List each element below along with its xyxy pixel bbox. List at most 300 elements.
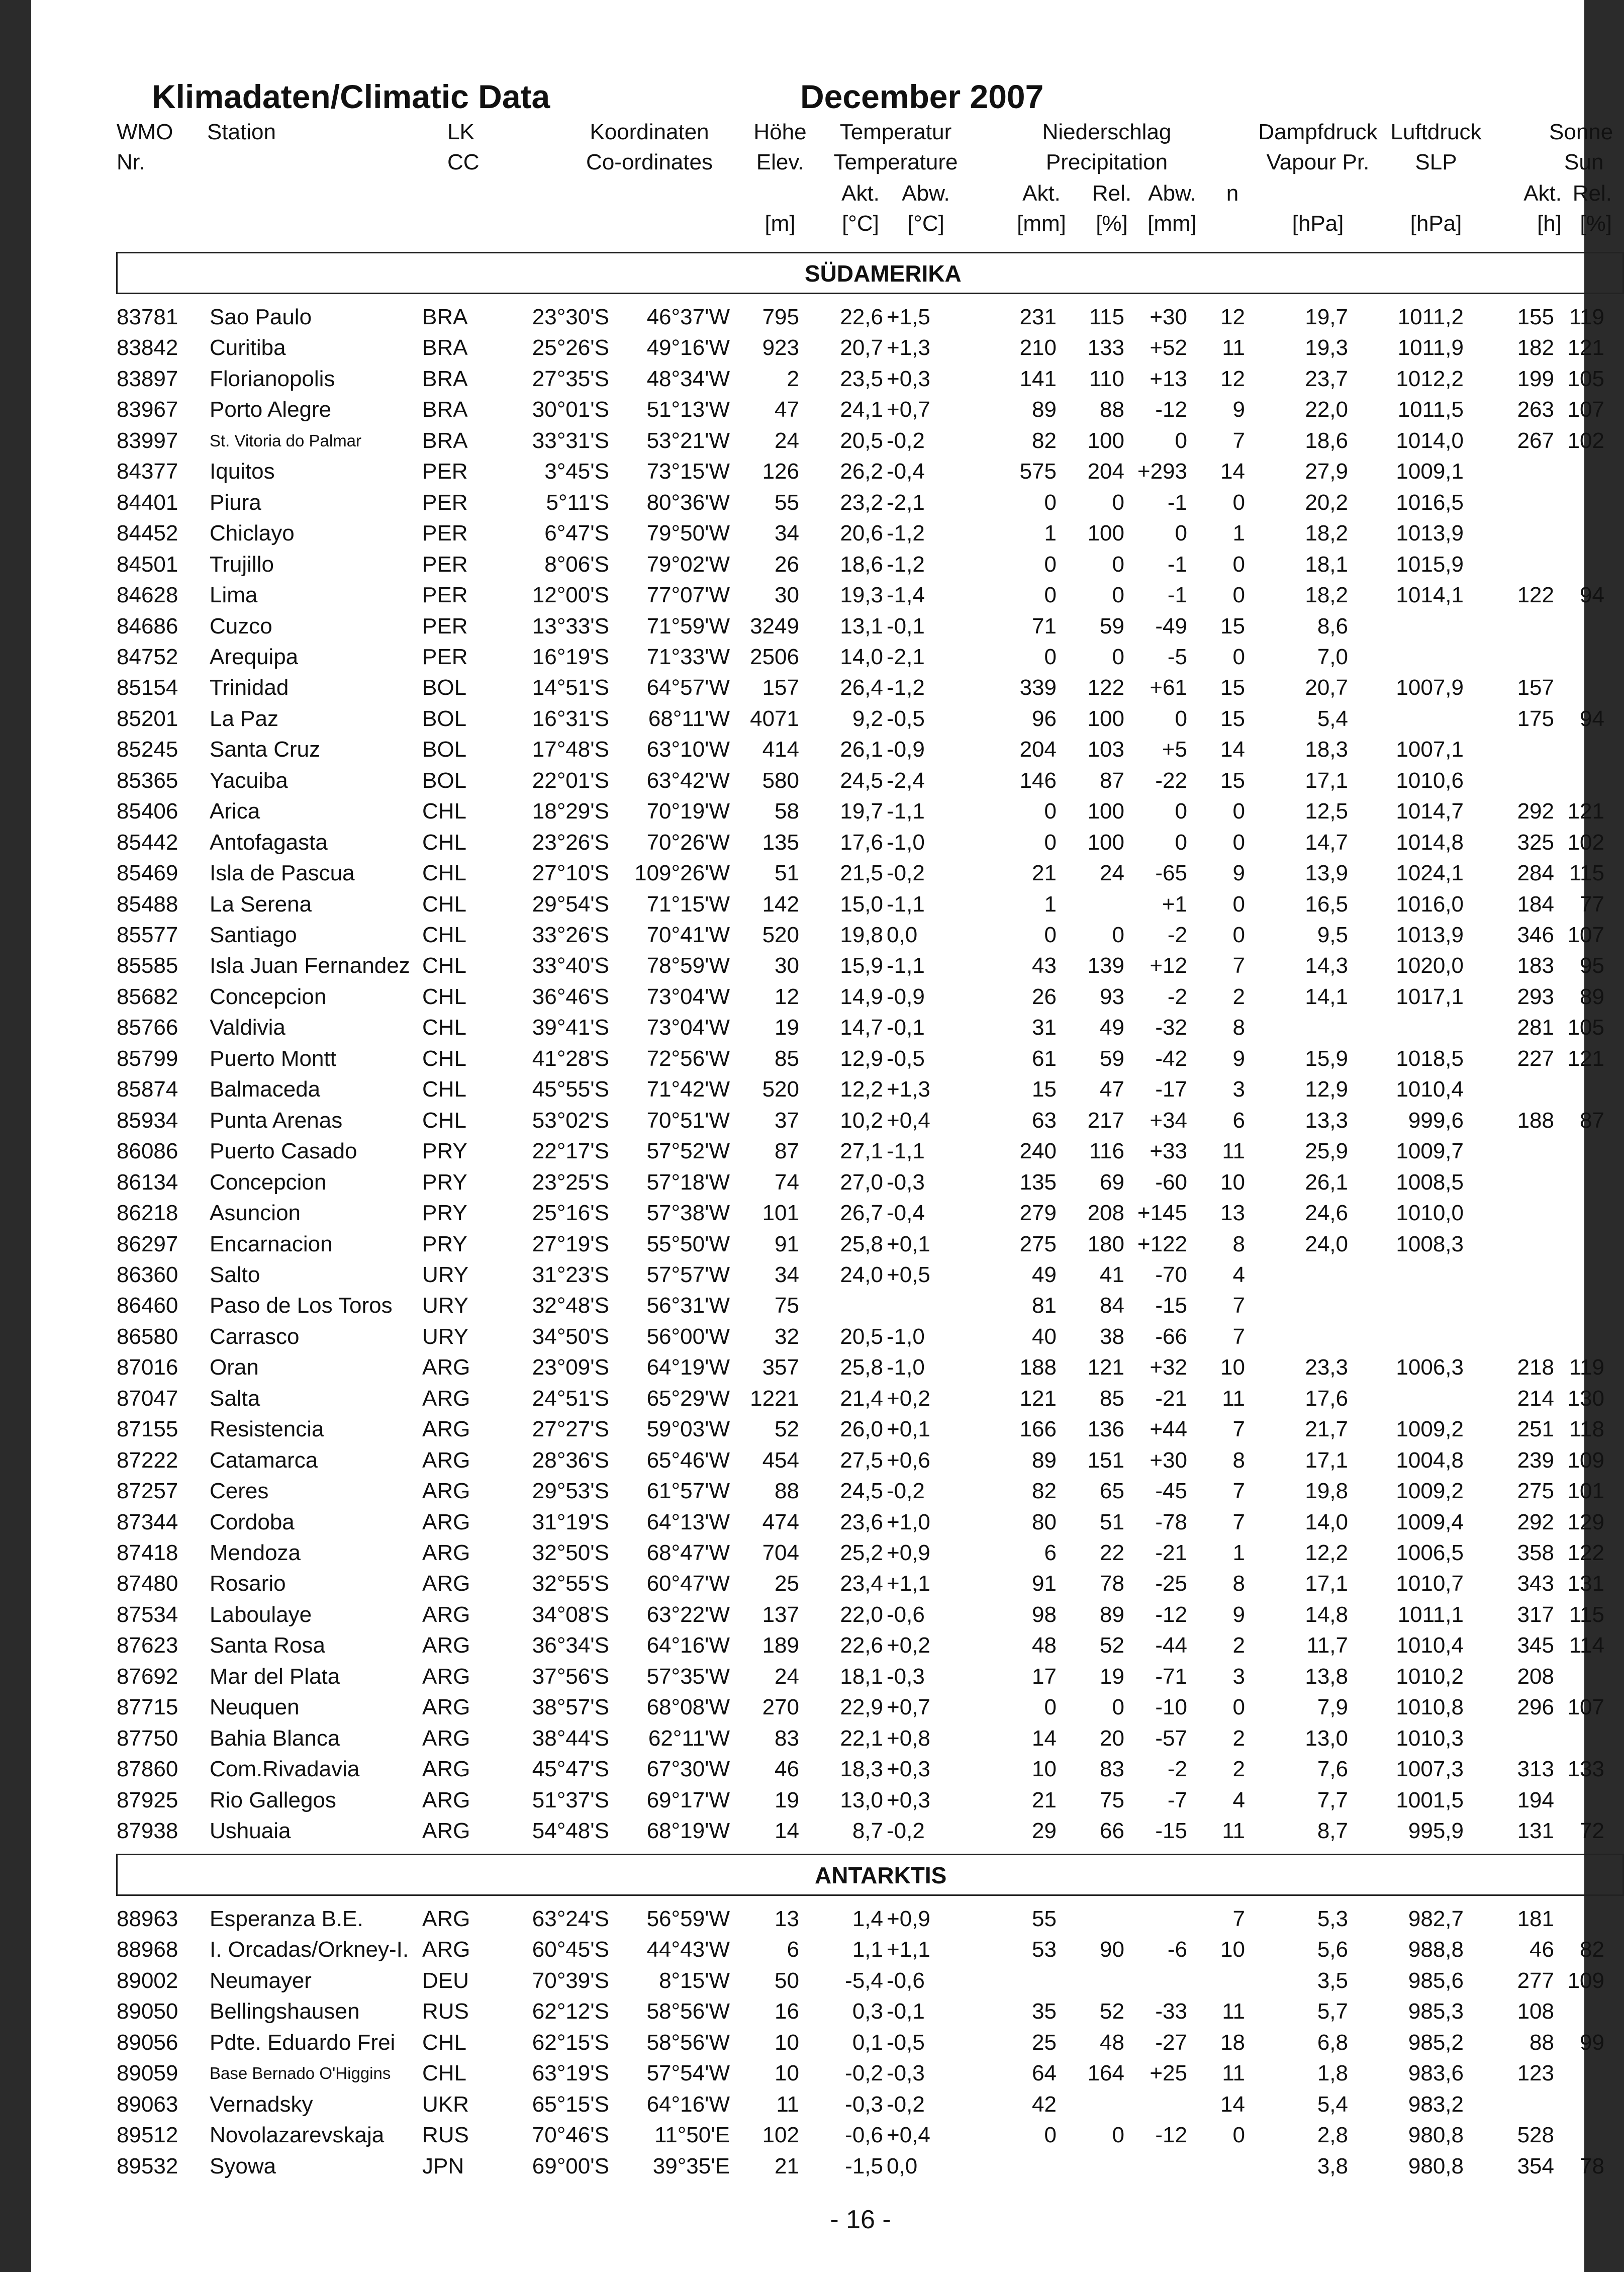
table-row [31, 1012, 1604, 1043]
prec-days: 0 [1232, 891, 1245, 917]
country-code: CHL [422, 984, 467, 1009]
longitude: 57°35'W [646, 1664, 730, 1689]
temp-deviation: +0,2 [887, 1386, 930, 1411]
country-code: PER [422, 521, 468, 546]
wmo-number: 86218 [117, 1201, 178, 1226]
vapour-pressure: 9,5 [1317, 923, 1348, 947]
prec-actual: 6 [1044, 1540, 1057, 1565]
longitude: 63°22'W [646, 1602, 730, 1627]
prec-actual: 210 [1019, 335, 1057, 360]
vapour-pressure: 5,4 [1317, 706, 1348, 731]
temp-actual: 14,7 [840, 1015, 883, 1040]
station-name: Isla Juan Fernandez [210, 953, 410, 978]
section-header-antarktis [116, 1854, 1624, 1896]
prec-deviation: -10 [1155, 1695, 1187, 1720]
vapour-pressure: 17,1 [1305, 768, 1348, 793]
vapour-pressure: 5,4 [1317, 2092, 1348, 2117]
prec-actual: 43 [1032, 953, 1057, 978]
sea-level-pressure: 985,2 [1408, 2030, 1464, 2055]
sea-level-pressure: 1009,1 [1396, 459, 1464, 484]
temp-actual: 14,9 [840, 984, 883, 1009]
longitude: 70°51'W [646, 1108, 730, 1133]
sun-hours: 108 [1517, 1999, 1554, 2024]
prec-relative: 52 [1100, 1999, 1124, 2024]
sun-relative: 105 [1567, 1015, 1604, 1040]
prec-deviation: -44 [1155, 1633, 1187, 1658]
table-row [31, 950, 1604, 981]
vapour-pressure: 24,6 [1305, 1201, 1348, 1226]
country-code: ARG [422, 1937, 470, 1962]
temp-deviation: +0,9 [887, 1906, 930, 1931]
sun-relative: 78 [1580, 2153, 1604, 2178]
station-name: Iquitos [210, 459, 275, 484]
sea-level-pressure: 1011,9 [1397, 335, 1464, 360]
station-name: Ushuaia [210, 1819, 291, 1844]
wmo-number: 84401 [117, 490, 178, 515]
temp-deviation: -0,2 [887, 428, 925, 453]
prec-deviation: -78 [1155, 1509, 1187, 1534]
temp-actual: 19,7 [840, 799, 883, 824]
latitude: 45°55'S [532, 1077, 609, 1102]
table-row [31, 1630, 1604, 1661]
prec-days: 14 [1220, 737, 1245, 762]
latitude: 39°41'S [532, 1015, 609, 1040]
longitude: 65°29'W [646, 1386, 730, 1411]
wmo-number: 85934 [117, 1108, 178, 1133]
temp-actual: -1,5 [845, 2153, 883, 2178]
sun-hours: 175 [1517, 706, 1554, 731]
vapour-pressure: 25,9 [1305, 1139, 1348, 1164]
latitude: 28°36'S [532, 1447, 609, 1473]
prec-actual: 240 [1019, 1139, 1057, 1164]
temp-deviation: +0,8 [887, 1725, 930, 1751]
temp-deviation: -1,4 [887, 583, 925, 608]
country-code: DEU [422, 1968, 469, 1993]
sea-level-pressure: 1008,3 [1396, 1231, 1464, 1256]
header-unit-m: [m] [765, 211, 796, 236]
wmo-number: 89059 [117, 2061, 178, 2086]
header-elev: Elev. [756, 150, 804, 174]
prec-actual: 64 [1032, 2061, 1057, 2086]
temp-deviation: +1,5 [887, 305, 930, 329]
longitude: 11°50'E [654, 2123, 730, 2148]
header-vapour-pr: Vapour Pr. [1266, 150, 1370, 174]
station-name: Vernadsky [210, 2092, 313, 2117]
wmo-number: 84377 [117, 459, 178, 484]
longitude: 57°18'W [646, 1169, 730, 1195]
vapour-pressure: 23,3 [1305, 1355, 1348, 1380]
wmo-number: 89063 [117, 2092, 178, 2117]
latitude: 25°26'S [532, 335, 609, 360]
prec-actual: 1 [1044, 521, 1057, 546]
sea-level-pressure: 1014,7 [1396, 799, 1464, 824]
longitude: 53°21'W [646, 428, 730, 453]
temp-deviation: -0,3 [887, 1664, 925, 1689]
vapour-pressure: 18,2 [1305, 521, 1348, 546]
country-code: BRA [422, 397, 468, 422]
temp-deviation: +0,7 [887, 1695, 930, 1720]
latitude: 60°45'S [532, 1937, 609, 1962]
country-code: ARG [422, 1725, 470, 1751]
vapour-pressure: 19,8 [1305, 1479, 1348, 1504]
temp-deviation: -0,2 [887, 1479, 925, 1504]
temp-deviation: -0,6 [887, 1968, 925, 1993]
sun-relative: 119 [1569, 1355, 1604, 1380]
prec-actual: 55 [1032, 1906, 1057, 1931]
sun-hours: 346 [1517, 923, 1554, 947]
temp-deviation: +0,3 [887, 366, 930, 391]
temp-actual: -5,4 [845, 1968, 883, 1993]
prec-actual: 91 [1032, 1571, 1057, 1596]
wmo-number: 87938 [117, 1819, 178, 1844]
longitude: 71°59'W [646, 613, 730, 639]
table-row [31, 1723, 1584, 1754]
prec-deviation: 0 [1175, 706, 1187, 731]
prec-days: 11 [1222, 335, 1245, 360]
header-unit-pct-sun: [%] [1580, 211, 1612, 236]
prec-relative: 217 [1087, 1108, 1124, 1133]
elevation: 55 [775, 490, 799, 515]
vapour-pressure: 17,1 [1305, 1447, 1348, 1473]
station-name: Rosario [210, 1571, 286, 1596]
temp-deviation: -0,5 [887, 2030, 925, 2055]
longitude: 59°03'W [646, 1417, 730, 1442]
prec-actual: 166 [1019, 1417, 1057, 1442]
station-name: Mendoza [210, 1540, 301, 1565]
prec-actual: 10 [1032, 1757, 1057, 1782]
sea-level-pressure: 1011,2 [1397, 305, 1464, 329]
table-row [31, 394, 1604, 425]
wmo-number: 85442 [117, 830, 178, 855]
temp-actual: 26,1 [840, 737, 883, 762]
prec-deviation: -49 [1155, 613, 1187, 639]
country-code: URY [422, 1324, 469, 1349]
sea-level-pressure: 1020,0 [1396, 953, 1464, 978]
temp-actual: 9,2 [852, 706, 883, 731]
sea-level-pressure: 1016,0 [1396, 891, 1464, 917]
vapour-pressure: 26,1 [1305, 1169, 1348, 1195]
station-name: Valdivia [210, 1015, 285, 1040]
longitude: 109°26'W [634, 861, 730, 886]
latitude: 45°47'S [532, 1757, 609, 1782]
table-row [31, 425, 1604, 456]
prec-deviation: 0 [1175, 428, 1187, 453]
prec-relative: 59 [1100, 1046, 1124, 1071]
prec-actual: 40 [1032, 1324, 1057, 1349]
vapour-pressure: 13,3 [1305, 1108, 1348, 1133]
prec-relative: 139 [1087, 953, 1124, 978]
latitude: 62°15'S [532, 2030, 609, 2055]
prec-relative: 136 [1087, 1417, 1124, 1442]
prec-deviation: -21 [1155, 1386, 1187, 1411]
latitude: 30°01'S [532, 397, 609, 422]
temp-deviation: -0,1 [887, 1999, 925, 2024]
sun-hours: 263 [1517, 397, 1554, 422]
sun-relative: 72 [1580, 1819, 1604, 1844]
sun-hours: 292 [1517, 799, 1554, 824]
latitude: 27°19'S [532, 1231, 609, 1256]
prec-days: 11 [1222, 1999, 1245, 2024]
latitude: 34°08'S [532, 1602, 609, 1627]
latitude: 13°33'S [532, 613, 609, 639]
header-temperatur: Temperatur [839, 120, 952, 144]
country-code: RUS [422, 2123, 469, 2148]
prec-days: 3 [1232, 1664, 1245, 1689]
prec-deviation: +5 [1162, 737, 1187, 762]
table-row [31, 1537, 1604, 1568]
prec-days: 8 [1232, 1015, 1245, 1040]
sun-hours: 296 [1517, 1695, 1554, 1720]
vapour-pressure: 20,7 [1305, 675, 1348, 700]
section-title: ANTARKTIS [815, 1862, 947, 1888]
sun-relative: 109 [1567, 1447, 1604, 1473]
temp-deviation: +0,3 [887, 1757, 930, 1782]
wmo-number: 87480 [117, 1571, 178, 1596]
prec-actual: 0 [1044, 552, 1057, 577]
header-temperature: Temperature [833, 150, 958, 174]
table-row [31, 549, 1584, 580]
sea-level-pressure: 1009,4 [1396, 1509, 1464, 1534]
country-code: CHL [422, 830, 467, 855]
longitude: 51°13'W [646, 397, 730, 422]
table-row [31, 1074, 1584, 1105]
vapour-pressure: 5,6 [1317, 1937, 1348, 1962]
wmo-number: 89532 [117, 2153, 178, 2178]
prec-deviation: -60 [1155, 1169, 1187, 1195]
prec-deviation: -42 [1155, 1046, 1187, 1071]
sun-hours: 131 [1517, 1819, 1554, 1844]
table-row [31, 1996, 1584, 2027]
vapour-pressure: 24,0 [1305, 1231, 1348, 1256]
prec-relative: 0 [1112, 923, 1124, 947]
latitude: 29°53'S [532, 1479, 609, 1504]
elevation: 923 [762, 335, 799, 360]
vapour-pressure: 14,0 [1305, 1509, 1348, 1534]
station-name: Syowa [210, 2153, 276, 2178]
wmo-number: 86580 [117, 1324, 178, 1349]
sun-relative: 105 [1567, 366, 1604, 391]
station-name: Salto [210, 1262, 260, 1287]
prec-days: 0 [1232, 490, 1245, 515]
station-name: Arica [210, 799, 260, 824]
station-name: Trujillo [210, 552, 274, 577]
country-code: CHL [422, 1108, 467, 1133]
prec-relative: 85 [1100, 1386, 1124, 1411]
longitude: 64°19'W [646, 1355, 730, 1380]
longitude: 56°59'W [646, 1906, 730, 1931]
table-row [31, 332, 1604, 363]
sea-level-pressure: 1013,9 [1396, 521, 1464, 546]
table-row [31, 2120, 1584, 2150]
latitude: 22°17'S [532, 1139, 609, 1164]
station-name: I. Orcadas/Orkney-I. [210, 1937, 409, 1962]
prec-relative: 0 [1112, 490, 1124, 515]
wmo-number: 87692 [117, 1664, 178, 1689]
prec-days: 7 [1232, 1509, 1245, 1534]
prec-relative: 204 [1087, 459, 1124, 484]
prec-days: 1 [1232, 1540, 1245, 1565]
longitude: 64°16'W [646, 2092, 730, 2117]
latitude: 29°54'S [532, 891, 609, 917]
elevation: 32 [775, 1324, 799, 1349]
station-name: Paso de Los Toros [210, 1293, 393, 1318]
temp-deviation: +0,2 [887, 1633, 930, 1658]
prec-actual: 89 [1032, 397, 1057, 422]
latitude: 17°48'S [532, 737, 609, 762]
prec-relative: 19 [1100, 1664, 1124, 1689]
table-row [31, 765, 1584, 796]
latitude: 23°09'S [532, 1355, 609, 1380]
header-unit-c-abw: [°C] [907, 211, 944, 236]
prec-days: 4 [1232, 1262, 1245, 1287]
prec-relative: 75 [1100, 1787, 1124, 1812]
wmo-number: 85406 [117, 799, 178, 824]
prec-actual: 0 [1044, 799, 1057, 824]
prec-actual: 96 [1032, 706, 1057, 731]
temp-actual: 8,7 [852, 1819, 883, 1844]
temp-deviation: +0,1 [887, 1231, 930, 1256]
latitude: 41°28'S [532, 1046, 609, 1071]
prec-days: 12 [1220, 366, 1245, 391]
country-code: CHL [422, 891, 467, 917]
prec-days: 13 [1220, 1201, 1245, 1226]
prec-deviation: +1 [1162, 891, 1187, 917]
latitude: 16°31'S [532, 706, 609, 731]
vapour-pressure: 5,3 [1317, 1906, 1348, 1931]
vapour-pressure: 7,9 [1317, 1695, 1348, 1720]
elevation: 2 [787, 366, 799, 391]
longitude: 77°07'W [646, 583, 730, 608]
wmo-number: 86460 [117, 1293, 178, 1318]
wmo-number: 85682 [117, 984, 178, 1009]
sun-hours: 155 [1517, 305, 1554, 329]
prec-deviation: -2 [1167, 923, 1187, 947]
latitude: 38°44'S [532, 1725, 609, 1751]
prec-deviation: +30 [1150, 305, 1187, 329]
sun-hours: 199 [1517, 366, 1554, 391]
header-slp: SLP [1415, 150, 1457, 174]
elevation: 83 [775, 1725, 799, 1751]
longitude: 68°11'W [648, 706, 730, 731]
header-unit-hpa-vap: [hPa] [1292, 211, 1344, 236]
header-sun-rel: Rel. [1572, 181, 1612, 206]
station-name: Laboulaye [210, 1602, 312, 1627]
table-row [31, 580, 1604, 610]
prec-days: 0 [1232, 799, 1245, 824]
elevation: 2506 [750, 644, 799, 669]
country-code: PER [422, 490, 468, 515]
prec-relative: 0 [1112, 2123, 1124, 2148]
sea-level-pressure: 1010,2 [1396, 1664, 1464, 1689]
station-name: Esperanza B.E. [210, 1906, 363, 1931]
temp-actual: 23,5 [840, 366, 883, 391]
latitude: 69°00'S [532, 2153, 609, 2178]
longitude: 71°33'W [646, 644, 730, 669]
temp-actual: 22,1 [840, 1725, 883, 1751]
longitude: 68°19'W [646, 1819, 730, 1844]
longitude: 39°35'E [652, 2153, 730, 2178]
sun-relative: 131 [1567, 1571, 1604, 1596]
station-name: Base Bernado O'Higgins [210, 2064, 391, 2083]
prec-days: 9 [1232, 397, 1245, 422]
elevation: 51 [775, 861, 799, 886]
prec-deviation: 0 [1175, 799, 1187, 824]
sea-level-pressure: 985,3 [1408, 1999, 1464, 2024]
sun-relative: 121 [1567, 335, 1604, 360]
elevation: 13 [775, 1906, 799, 1931]
temp-deviation: -0,2 [887, 861, 925, 886]
sea-level-pressure: 1016,5 [1396, 490, 1464, 515]
latitude: 36°34'S [532, 1633, 609, 1658]
prec-deviation: +32 [1150, 1355, 1187, 1380]
wmo-number: 89512 [117, 2123, 178, 2148]
prec-days: 11 [1222, 2061, 1245, 2086]
station-name: Concepcion [210, 1169, 327, 1195]
prec-actual: 21 [1032, 861, 1057, 886]
wmo-number: 87534 [117, 1602, 178, 1627]
temp-actual: -0,3 [845, 2092, 883, 2117]
longitude: 79°02'W [646, 552, 730, 577]
prec-actual: 575 [1019, 459, 1057, 484]
prec-actual: 0 [1044, 830, 1057, 855]
wmo-number: 85799 [117, 1046, 178, 1071]
sea-level-pressure: 1011,1 [1397, 1602, 1464, 1627]
latitude: 31°23'S [532, 1262, 609, 1287]
station-name: Oran [210, 1355, 259, 1380]
header-dampfdruck: Dampfdruck [1258, 120, 1378, 144]
prec-deviation: -65 [1155, 861, 1187, 886]
temp-actual: 21,5 [840, 861, 883, 886]
country-code: UKR [422, 2092, 469, 2117]
sea-level-pressure: 983,2 [1408, 2092, 1464, 2117]
sun-relative: 121 [1567, 1046, 1604, 1071]
longitude: 44°43'W [646, 1937, 730, 1962]
table-row [31, 1290, 1584, 1321]
elevation: 520 [762, 1077, 799, 1102]
table-row [31, 1105, 1604, 1136]
vapour-pressure: 14,7 [1305, 830, 1348, 855]
sun-relative: 129 [1567, 1509, 1604, 1534]
prec-days: 8 [1232, 1231, 1245, 1256]
prec-deviation: +13 [1150, 366, 1187, 391]
prec-relative: 38 [1100, 1324, 1124, 1349]
prec-days: 7 [1232, 1479, 1245, 1504]
prec-actual: 15 [1032, 1077, 1057, 1102]
temp-actual: 24,0 [840, 1262, 883, 1287]
sun-relative: 102 [1567, 428, 1604, 453]
elevation: 34 [775, 1262, 799, 1287]
sea-level-pressure: 1014,0 [1396, 428, 1464, 453]
wmo-number: 85469 [117, 861, 178, 886]
table-row [31, 858, 1604, 888]
longitude: 63°42'W [646, 768, 730, 793]
header-niederschlag: Niederschlag [1042, 120, 1172, 144]
wmo-number: 87860 [117, 1757, 178, 1782]
prec-relative: 180 [1087, 1231, 1124, 1256]
temp-actual: 24,5 [840, 768, 883, 793]
sun-hours: 343 [1517, 1571, 1554, 1596]
country-code: RUS [422, 1999, 469, 2024]
elevation: 21 [775, 2153, 799, 2178]
sea-level-pressure: 1009,7 [1396, 1139, 1464, 1164]
temp-actual: 27,0 [840, 1169, 883, 1195]
sun-hours: 182 [1517, 335, 1554, 360]
prec-days: 7 [1232, 1417, 1245, 1442]
table-row [31, 2089, 1584, 2120]
header-temp-abw: Abw. [902, 181, 950, 206]
temp-actual: 19,8 [840, 923, 883, 947]
sun-hours: 358 [1517, 1540, 1554, 1565]
